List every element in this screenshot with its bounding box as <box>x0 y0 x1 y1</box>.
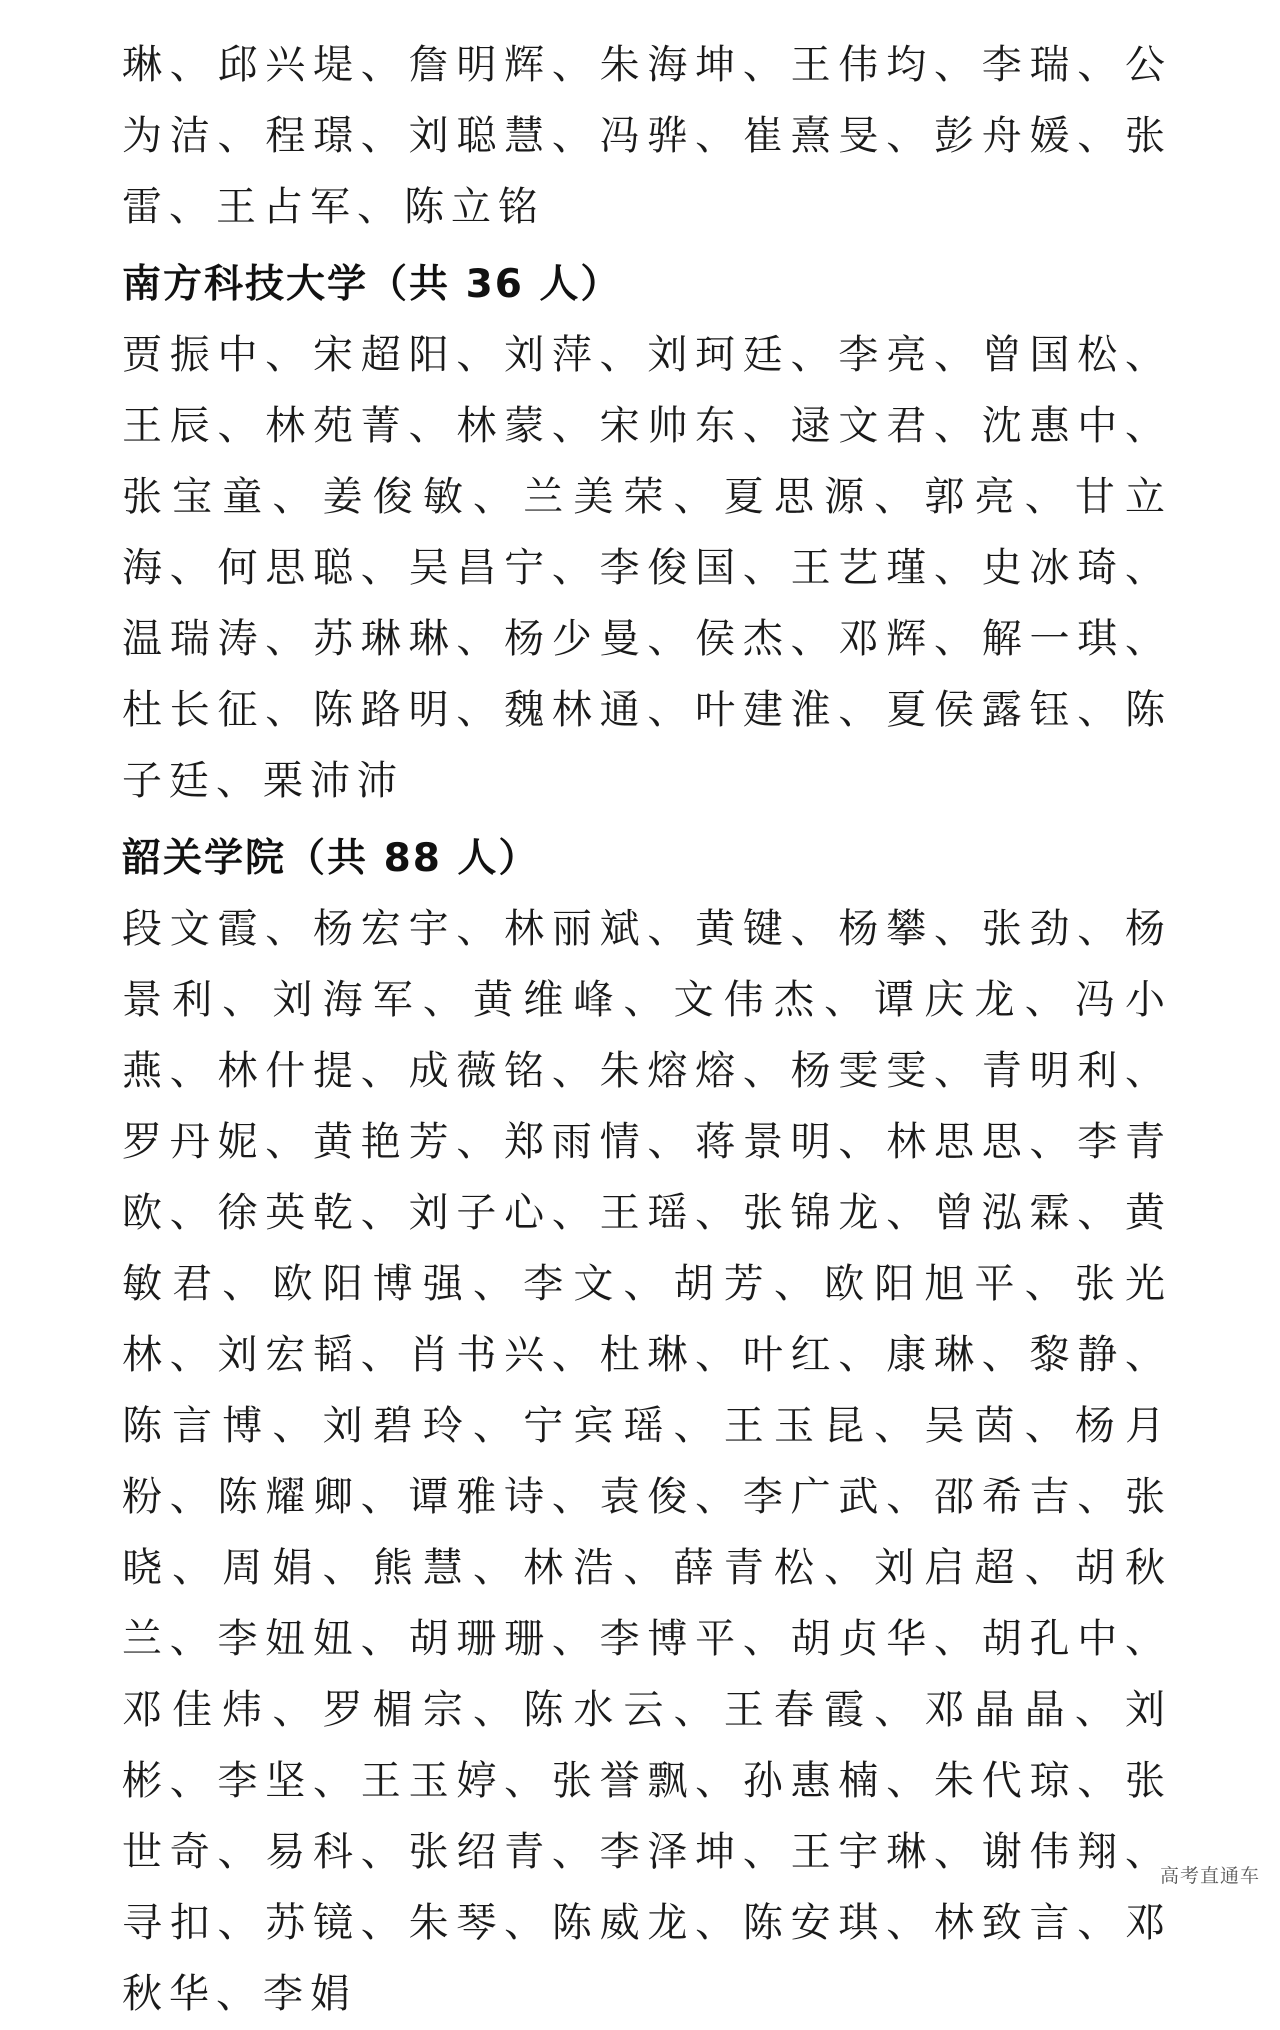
section-heading-shaoguan: 韶关学院（共 88 人） <box>122 836 540 881</box>
watermark-text: 高考直通车 <box>1159 1865 1260 1887</box>
name-list-shaoguan: 段文霞、杨宏宇、林丽斌、黄键、杨攀、张劲、杨景利、刘海军、黄维峰、文伟杰、谭庆龙、冯小燕、林什提、成薇铭、朱熔熔、杨雯雯、青明利、罗丹妮、黄艳芳、郑雨情、蒋景明、林思思、李青欧、徐英乾、刘子心、王瑶、张锦龙、曾泓霖、黄敏君、欧阳博强、李文、胡芳、欧阳旭平、张光林、刘宏韬、肖书兴、杜琳、叶红、康琳、黎静、陈言博、刘碧玲、宁宾瑶、王玉昆、吴茵、杨月粉、陈耀卿、谭雅诗、袁俊、李广武、邵希吉、张晓、周娟、熊慧、林浩、薛青松、刘启超、胡秋兰、李妞妞、胡珊珊、李博平、胡贞华、胡孔中、邓佳炜、罗楣宗、陈水云、王春霞、邓晶晶、刘彬、李坚、王玉婷、张誉飘、孙惠楠、朱代琼、张世奇、易科、张绍青、李泽坤、王宇琳、谢伟翔、寻扣、苏镜、朱琴、陈威龙、陈安琪、林致言、邓秋华、李娟 <box>122 906 1172 2017</box>
document-body <box>122 30 1172 2030</box>
continued-name-list: 琳、邱兴堤、詹明辉、朱海坤、王伟均、李瑞、公为洁、程璟、刘聪慧、冯骅、崔熹旻、彭舟媛、张雷、王占军、陈立铭 <box>122 42 1172 230</box>
name-list-sustech: 贾振中、宋超阳、刘萍、刘珂廷、李亮、曾国松、王辰、林苑菁、林蒙、宋帅东、逯文君、沈惠中、张宝童、姜俊敏、兰美荣、夏思源、郭亮、甘立海、何思聪、吴昌宁、李俊国、王艺瑾、史冰琦、温瑞涛、苏琳琳、杨少曼、侯杰、邓辉、解一琪、杜长征、陈路明、魏林通、叶建淮、夏侯露钰、陈子廷、栗沛沛 <box>122 332 1172 804</box>
section-heading-sustech: 南方科技大学（共 36 人） <box>122 262 622 307</box>
